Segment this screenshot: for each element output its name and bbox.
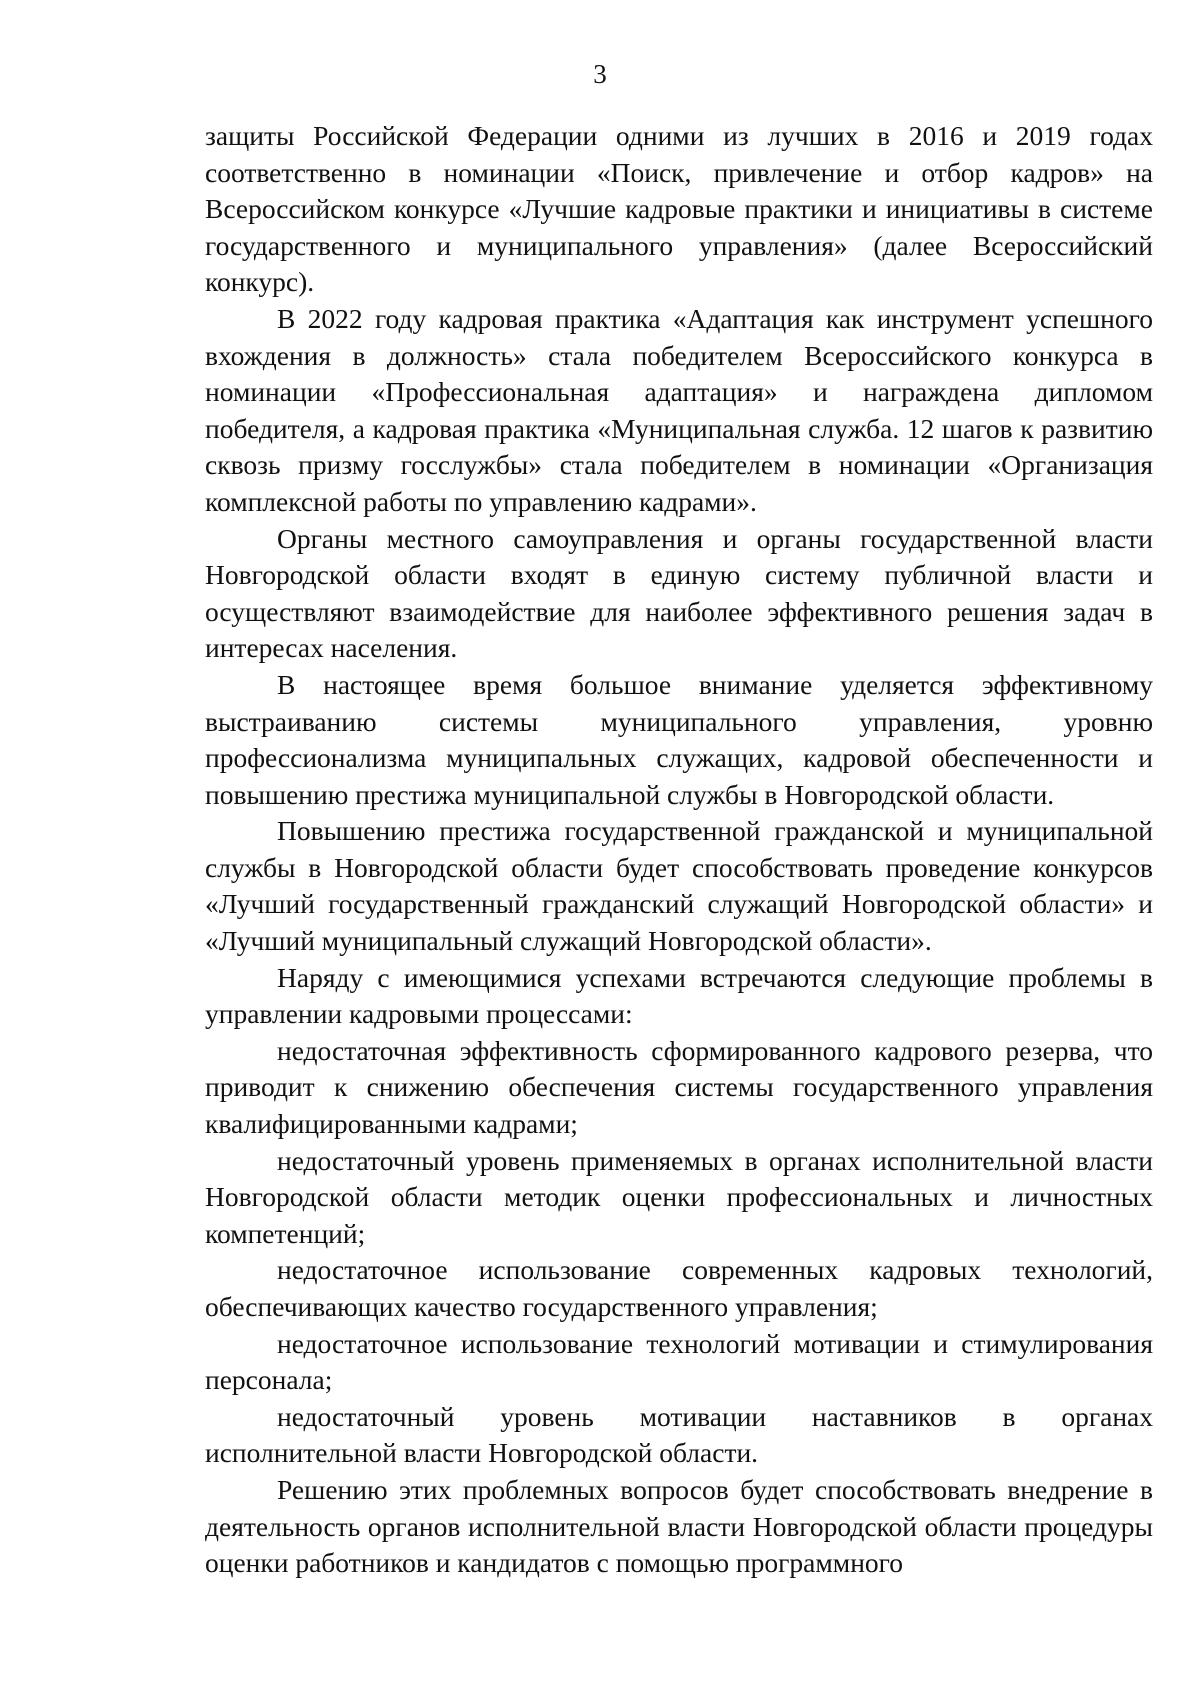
paragraph: В настоящее время большое внимание уделяется эффективному выстраиванию системы муниципального управления, уровню профессионализма муниципальных служащих, кадровой обеспеченности и повышению престижа муниципальной службы в Новгородской области. — [205, 668, 1153, 810]
document-body — [205, 118, 1153, 1582]
paragraph: В 2022 году кадровая практика «Адаптация как инструмент успешного вхождения в должность» стала победителем Всероссийского конкурса в номинации «Профессиональная адаптация» и награждена дипломом победителя, а кадровая практика «Муниципальная служба. 12 шагов к развитию сквозь призму госслужбы» стала победителем в номинации «Организация комплексной работы по управлению кадрами». — [205, 302, 1153, 517]
paragraph: Органы местного самоуправления и органы государственной власти Новгородской области входят в единую систему публичной власти и осуществляют взаимодействие для наиболее эффективного решения задач в интересах населения. — [205, 522, 1153, 664]
paragraph: Повышению престижа государственной гражданской и муниципальной службы в Новгородской области будет способствовать проведение конкурсов «Лучший государственный гражданский служащий Новгородской области» и «Лучший муниципальный служащий Новгородской области». — [205, 815, 1153, 957]
paragraph: Наряду с имеющимися успехами встречаются следующие проблемы в управлении кадровыми процессами: — [205, 961, 1153, 1030]
list-item: недостаточная эффективность сформированного кадрового резерва, что приводит к снижению обеспечения системы государственного управления квалифицированными кадрами; — [205, 1034, 1153, 1140]
paragraph: Решению этих проблемных вопросов будет способствовать внедрение в деятельность органов исполнительной власти Новгородской области процедуры оценки работников и кандидатов с помощью программного — [205, 1473, 1153, 1579]
paragraph: защиты Российской Федерации одними из лучших в 2016 и 2019 годах соответственно в номинации «Поиск, привлечение и отбор кадров» на Всероссийском конкурсе «Лучшие кадровые практики и инициативы в системе государственного и муниципального управления» (далее Всероссийский конкурс). — [205, 120, 1153, 298]
page-number: 3 — [593, 59, 607, 89]
list-item: недостаточный уровень мотивации наставников в органах исполнительной власти Новгородской области. — [205, 1400, 1153, 1469]
list-item: недостаточное использование технологий мотивации и стимулирования персонала; — [205, 1327, 1153, 1396]
list-item: недостаточное использование современных кадровых технологий, обеспечивающих качество государственного управления; — [205, 1254, 1153, 1322]
list-item: недостаточный уровень применяемых в органах исполнительной власти Новгородской области методик оценки профессиональных и личностных компетенций; — [205, 1144, 1153, 1249]
